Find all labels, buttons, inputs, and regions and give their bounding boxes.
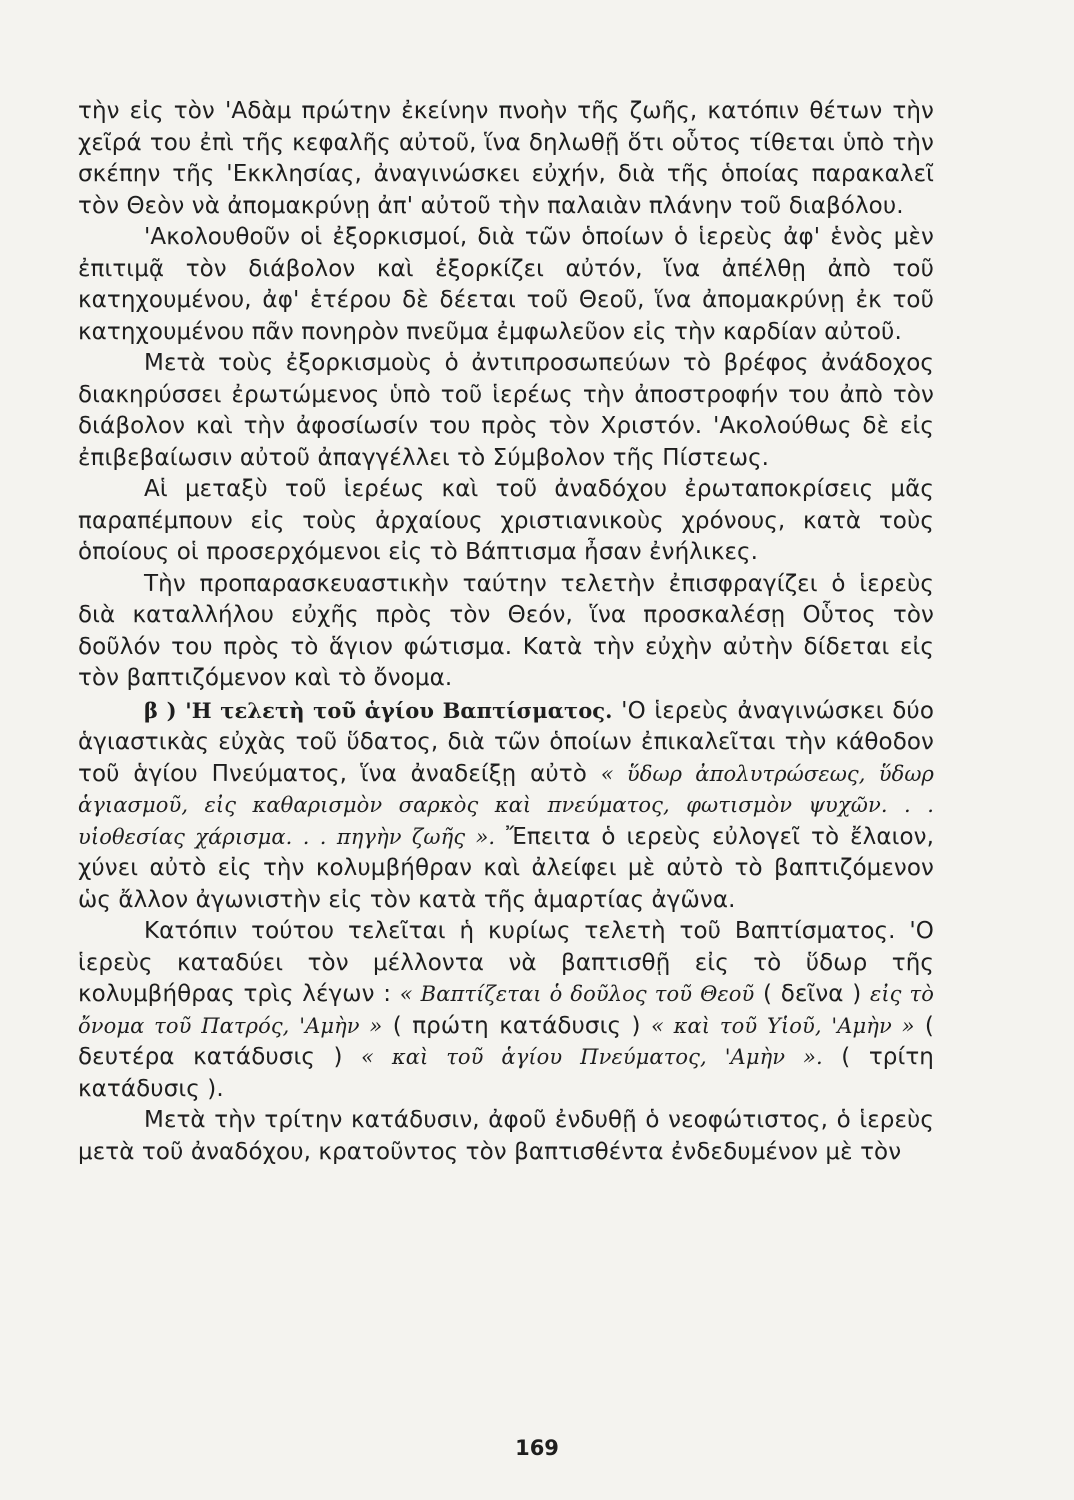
- section-c-quote-1: « Βαπτίζεται ὁ δοῦλος τοῦ Θεοῦ: [399, 982, 755, 1006]
- section-b-text-2: Ἔπειτα ὁ ιερεὺς εὐλογεῖ τὸ ἔλαιον, χύνει αὐτὸ εἰς τὴν κολυμβήθραν καὶ ἀλείφει μὲ αὐτὸ τὸ βαπτιζόμενον ὡς ἄλλον ἀγωνιστὴν εἰς τὸν κατὰ τῆς ἁμαρτίας ἀγῶνα.: [78, 823, 934, 913]
- body-text: [78, 96, 934, 1168]
- section-c-text-4: ( δευτέρα κατάδυσις ): [78, 1012, 934, 1070]
- section-c-paragraph: [78, 916, 934, 1105]
- section-c-quote-2: εἰς τὸ ὄνομα τοῦ Πατρός, 'Αμὴν »: [78, 982, 934, 1038]
- section-b-quote: « ὕδωρ ἀπολυτρώσεως, ὕδωρ ἁγιασμοῦ, εἰς καθαρισμὸν σαρκὸς καὶ πνεύματος, φωτισμὸν ψυχῶν. . . υἱοθεσίας χάρισμα. . . πηγὴν ζωῆς ».: [78, 761, 934, 849]
- paragraph-2: 'Ακολουθοῦν οἱ ἐξορκισμοί, διὰ τῶν ὁποίων ὁ ἱερεὺς ἀφ' ἑνὸς μὲν ἐπιτιμᾷ τὸν διάβολον καὶ ἐξορκίζει αὐτόν, ἵνα ἀπέλθῃ ἀπὸ τοῦ κατηχουμένου, ἀφ' ἑτέρου δὲ δέεται τοῦ Θεοῦ, ἵνα ἀπομακρύνῃ ἐκ τοῦ κατηχουμένου πᾶν πονηρὸν πνεῦμα ἐμφωλεῦον εἰς τὴν καρδίαν αὐτοῦ.: [78, 224, 934, 345]
- paragraph-5: Τὴν προπαρασκευαστικὴν ταύτην τελετὴν ἐπισφραγίζει ὁ ἱερεὺς διὰ καταλλήλου εὐχῆς πρὸς τὸν Θεόν, ἵνα προσκαλέσῃ Οὗτος τὸν δοῦλόν του πρὸς τὸ ἅγιον φώτισμα. Κατὰ τὴν εὐχὴν αὐτὴν δίδεται εἰς τὸν βαπτιζόμενον καὶ τὸ ὄνομα.: [78, 570, 934, 691]
- section-b-heading: β ) 'Η τελετὴ τοῦ ἁγίου Βαπτίσματος.: [144, 697, 613, 723]
- page-number: 169: [515, 1436, 559, 1460]
- paragraph-4: Αἱ μεταξὺ τοῦ ἱερέως καὶ τοῦ ἀναδόχου ἐρωταποκρίσεις μᾶς παραπέμπουν εἰς τοὺς ἀρχαίους χριστιανικοὺς χρόνους, κατὰ τοὺς ὁποίους οἱ προσερχόμενοι εἰς τὸ Βάπτισμα ἦσαν ἐνήλικες.: [78, 476, 934, 565]
- paragraph-1: τὴν εἰς τὸν 'Αδὰμ πρώτην ἐκείνην πνοὴν τῆς ζωῆς, κατόπιν θέτων τὴν χεῖρά του ἐπὶ τῆς κεφαλῆς αὐτοῦ, ἵνα δηλωθῇ ὅτι οὗτος τίθεται ὑπὸ τὴν σκέπην τῆς 'Εκκλησίας, ἀναγινώσκει εὐχήν, διὰ τῆς ὁποίας παρακαλεῖ τὸν Θεὸν νὰ ἀπομακρύνῃ ἀπ' αὐτοῦ τὴν παλαιὰν πλάνην τοῦ διαβόλου.: [78, 98, 934, 219]
- section-c-text-1: Κατόπιν τούτου τελεῖται ἡ κυρίως τελετὴ τοῦ Βαπτίσματος. 'Ο ἱερεὺς καταδύει τὸν μέλλοντα νὰ βαπτισθῇ εἰς τὸ ὕδωρ τῆς κολυμβήθρας τρὶς λέγων :: [78, 918, 934, 1007]
- section-c-quote-4: « καὶ τοῦ ἁγίου Πνεύματος, 'Αμὴν ».: [361, 1045, 823, 1069]
- section-c-text-5: ( τρίτη κατάδυσις ).: [78, 1044, 934, 1102]
- section-c-quote-3: « καὶ τοῦ Υἱοῦ, 'Αμὴν »: [650, 1013, 915, 1038]
- section-b-paragraph: [78, 695, 934, 917]
- section-c-text-2: ( δεῖνα ): [754, 981, 870, 1007]
- last-paragraph: Μετὰ τὴν τρίτην κατάδυσιν, ἀφοῦ ἐνδυθῇ ὁ νεοφώτιστος, ὁ ἱερεὺς μετὰ τοῦ ἀναδόχου, κρατοῦντος τὸν βαπτισθέντα ἐνδεδυμένον μὲ τὸν: [78, 1107, 934, 1165]
- paragraph-3: Μετὰ τοὺς ἐξορκισμοὺς ὁ ἀντιπροσωπεύων τὸ βρέφος ἀνάδοχος διακηρύσσει ἐρωτώμενος ὑπὸ τοῦ ἱερέως τὴν ἀποστροφήν του ἀπὸ τὸν διάβολον καὶ τὴν ἀφοσίωσίν του πρὸς τὸν Χριστόν. 'Ακολούθως δὲ εἰς ἐπιβεβαίωσιν αὐτοῦ ἀπαγγέλλει τὸ Σύμβολον τῆς Πίστεως.: [78, 350, 934, 471]
- section-c-text-3: ( πρώτη κατάδυσις ): [382, 1012, 651, 1039]
- section-b-text-1: 'Ο ἱερεὺς ἀναγινώσκει δύο ἁγιαστικὰς εὐχὰς τοῦ ὕδατος, διὰ τῶν ὁποίων ἐπικαλεῖται τὴν κάθοδον τοῦ ἁγίου Πνεύματος, ἵνα ἀναδείξῃ αὐτὸ: [78, 697, 934, 787]
